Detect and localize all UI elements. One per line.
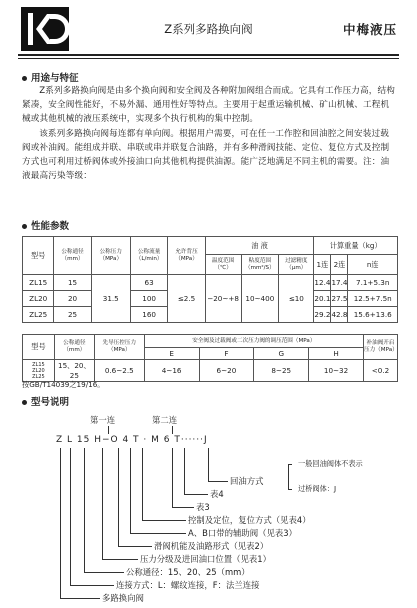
bullet-icon <box>22 400 27 405</box>
th-visc: 粘度范围（mm²/S） <box>241 255 279 275</box>
th-weight: 计算重量（kg） <box>314 237 398 255</box>
th-check: 补油阀开启压力（MPa） <box>363 335 397 360</box>
note-bridge-body: 过桥阀体：J <box>298 484 337 493</box>
label-table4: 表4 <box>210 489 224 499</box>
bracket-line <box>288 464 292 465</box>
leader-line <box>130 448 131 533</box>
leader-line <box>184 494 208 495</box>
section-usage-title: 用途与特征 <box>22 70 79 84</box>
header-rule <box>18 54 399 56</box>
label-spool: 滑阀机能及油路形式（见表2） <box>154 541 269 551</box>
label-return-mode: 回油方式 <box>230 476 264 486</box>
leader-line <box>108 426 109 434</box>
leader-line <box>60 598 100 599</box>
cell-pressure: 31.5 <box>91 275 130 323</box>
label-connection: 连接方式：L：螺纹连接，F：法兰连接 <box>116 580 260 590</box>
cell-bore: 20 <box>54 291 91 307</box>
label-pressure-class: 压力分级及进回油口位置（见表1） <box>140 554 271 564</box>
th-filter: 过滤精度（μm） <box>279 255 314 275</box>
th-bore: 公称通径（mm） <box>54 237 91 275</box>
cell-w1: 20.1 <box>314 291 331 307</box>
leader-line <box>70 448 71 585</box>
leader-line <box>118 546 152 547</box>
th-oil: 油 液 <box>205 237 314 255</box>
leader-line <box>172 448 173 507</box>
cell-model: ZL25 <box>23 307 54 323</box>
th-model: 型号 <box>23 237 54 275</box>
cell-flow: 63 <box>130 275 168 291</box>
usage-paragraph-2: 该系列多路换向阀每连都有单向阀。根据用户需要，可在任一工作腔和回油腔之间安装过载阀或补油阀。能组成并联、串联或串并联复合油路，并有多种滑阀技能、定位、复位方式及控制方式也可利用过桥阀体或外接油口向其他机构提供油源。能广泛地满足不同主机的需要。注：油液最高污染等级： <box>22 128 390 182</box>
th-class-e: E <box>144 348 199 360</box>
cell-wn: 12.5+7.5n <box>348 291 398 307</box>
cell-bore: 15 <box>54 275 91 291</box>
cell-range-f: 6~20 <box>199 360 254 382</box>
cell-check: <0.2 <box>363 360 397 382</box>
cell-flow: 160 <box>130 307 168 323</box>
cell-range-e: 4~16 <box>144 360 199 382</box>
cell-model: ZL20 <box>23 291 54 307</box>
cell-w1: 29.2 <box>314 307 331 323</box>
bracket-line <box>288 489 292 490</box>
leader-line <box>142 448 143 520</box>
table-row <box>23 275 398 291</box>
cell-backpressure: ≤2.5 <box>168 275 205 323</box>
bullet-icon <box>22 76 27 81</box>
cell-flow: 100 <box>130 291 168 307</box>
label-bore: 公称通径：15、20、25（mm） <box>126 567 250 577</box>
th-class-h: H <box>309 348 364 360</box>
header-rule-thin <box>18 58 399 59</box>
model-code: Z L 15 H−O 4 T · M 6 T······J <box>56 435 208 445</box>
th-pilot: 先导压控压力（MPa） <box>94 335 144 360</box>
leader-line <box>102 559 138 560</box>
bracket-line <box>288 464 289 490</box>
cell-wn: 15.6+13.6 <box>348 307 398 323</box>
cell-bore: 15、20、25 <box>54 360 94 382</box>
leader-line <box>118 448 119 546</box>
leader-line <box>172 507 194 508</box>
section-params-title: 性能参数 <box>22 218 69 232</box>
th-w1: 1连 <box>314 255 331 275</box>
cell-models <box>23 360 55 382</box>
company-name: 中梅液压 <box>342 22 397 37</box>
leader-line <box>208 481 228 482</box>
model-code-diagram <box>22 408 402 603</box>
th-backpressure: 允许背压（MPa） <box>168 237 205 275</box>
section-model-title: 型号说明 <box>22 394 69 408</box>
cell-w2: 27.5 <box>331 291 348 307</box>
leader-line <box>142 520 186 521</box>
th-class-f: F <box>199 348 254 360</box>
first-link-label: 第一连 <box>90 415 116 425</box>
model-text: ZL15 <box>32 361 45 368</box>
cell-model: ZL15 <box>23 275 54 291</box>
cell-visc: 10~400 <box>241 275 279 323</box>
cell-range-h: 10~32 <box>309 360 364 382</box>
cell-range-g: 8~25 <box>254 360 309 382</box>
cell-filter: ≤10 <box>279 275 314 323</box>
leader-line <box>102 448 103 559</box>
cell-pilot: 0.6~2.5 <box>94 360 144 382</box>
th-flow: 公称流量（L/min） <box>130 237 168 275</box>
leader-line <box>208 448 209 481</box>
table-row <box>23 360 398 382</box>
params-table <box>22 236 398 323</box>
th-bore: 公称通径（mm） <box>54 335 94 360</box>
document-title: Z系列多路换向阀 <box>164 22 253 36</box>
leader-line <box>84 572 124 573</box>
leader-line <box>60 448 61 598</box>
label-control: 控制及定位，复位方式（见表4） <box>188 515 311 525</box>
th-pressure: 公称压力（MPa） <box>91 237 130 275</box>
second-link-label: 第二连 <box>152 415 178 425</box>
cell-bore: 25 <box>54 307 91 323</box>
th-relief: 安全阀及过载阀或二次压力阀的调压范围（MPa） <box>144 335 363 348</box>
th-wn: n连 <box>348 255 398 275</box>
valve-pressure-table <box>22 334 398 382</box>
note-standard-return: 一般回油阀体不表示 <box>298 459 363 468</box>
th-w2: 2连 <box>331 255 348 275</box>
usage-paragraph-1: Z系列多路换向阀是由多个换向阀和安全阀及各种附加阀组合而成。它具有工作压力高，结构紧凑，安全阀性能好，不易外漏、通用性好等特点。主要用于起重运输机械、矿山机械、工程机械或其他机械的液压系统中，实现多个执行机构的集中控制。 <box>22 86 395 125</box>
cell-wn: 7.1+5.3n <box>348 275 398 291</box>
cell-temp: −20~+8 <box>205 275 241 323</box>
th-model: 型号 <box>23 335 55 360</box>
label-table3: 表3 <box>196 502 210 512</box>
model-text: ZL20 <box>32 367 45 374</box>
leader-line <box>172 426 173 434</box>
cell-w2: 17.4 <box>331 275 348 291</box>
cell-w2: 42.8 <box>331 307 348 323</box>
bullet-icon <box>22 224 27 229</box>
leader-line <box>130 533 186 534</box>
usage-paragraphs <box>22 84 397 183</box>
leader-line <box>70 585 114 586</box>
th-temp: 温度范围（℃） <box>205 255 241 275</box>
standard-note: 按GB/T14039之19/16。 <box>22 380 105 389</box>
leader-line <box>84 448 85 572</box>
label-aux-valve: A、B口带的辅助阀（见表3） <box>188 528 297 538</box>
leader-line <box>184 448 185 494</box>
label-valve: 多路换向阀 <box>102 593 144 603</box>
th-class-g: G <box>254 348 309 360</box>
page-header <box>0 0 417 58</box>
cell-w1: 12.4 <box>314 275 331 291</box>
model-text: ZL25 <box>32 373 45 380</box>
